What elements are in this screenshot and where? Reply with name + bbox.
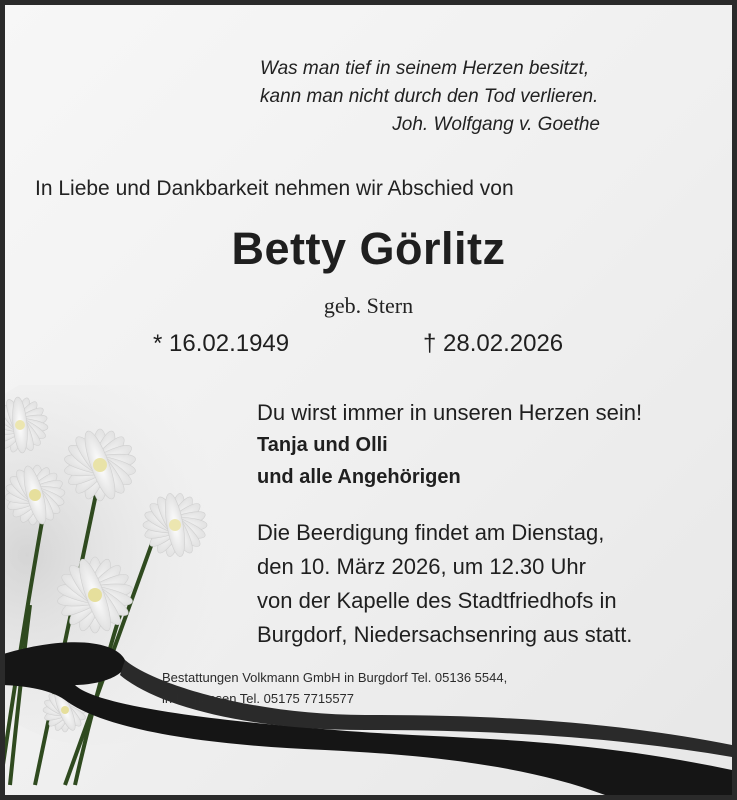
undertaker-contact xyxy=(162,667,612,709)
funeral-line-2: den 10. März 2026, um 12.30 Uhr xyxy=(257,554,586,579)
quote-line-1: Was man tief in seinem Herzen besitzt, xyxy=(260,58,590,79)
intro-text: In Liebe und Dankbarkeit nehmen wir Abschied von xyxy=(35,177,514,200)
quote-author: Joh. Wolfgang v. Goethe xyxy=(392,114,600,135)
birth-date: * 16.02.1949 xyxy=(153,330,290,357)
funeral-details xyxy=(257,516,727,652)
undertaker-line-1: Bestattungen Volkmann GmbH in Burgdorf Tel. 05136 5544, xyxy=(162,670,508,685)
funeral-line-4: Burgdorf, Niedersachsenring aus statt. xyxy=(257,622,633,647)
mourners-relatives: und alle Angehörigen xyxy=(257,466,461,488)
obituary-notice xyxy=(5,5,732,795)
quote-line-2: kann man nicht durch den Tod verlieren. xyxy=(260,86,599,107)
death-date: † 28.02.2026 xyxy=(423,330,564,357)
goethe-quote xyxy=(260,55,660,139)
mourners-names: Tanja und Olli xyxy=(257,434,388,456)
maiden-name: geb. Stern xyxy=(323,293,414,318)
mourners-block xyxy=(257,397,727,493)
undertaker-line-2: in Immensen Tel. 05175 7715577 xyxy=(162,691,355,706)
deceased-name: Betty Görlitz xyxy=(231,223,506,274)
funeral-line-3: von der Kapelle des Stadtfriedhofs in xyxy=(257,588,617,613)
funeral-line-1: Die Beerdigung findet am Dienstag, xyxy=(257,520,605,545)
mourners-message: Du wirst immer in unseren Herzen sein! xyxy=(257,400,643,425)
